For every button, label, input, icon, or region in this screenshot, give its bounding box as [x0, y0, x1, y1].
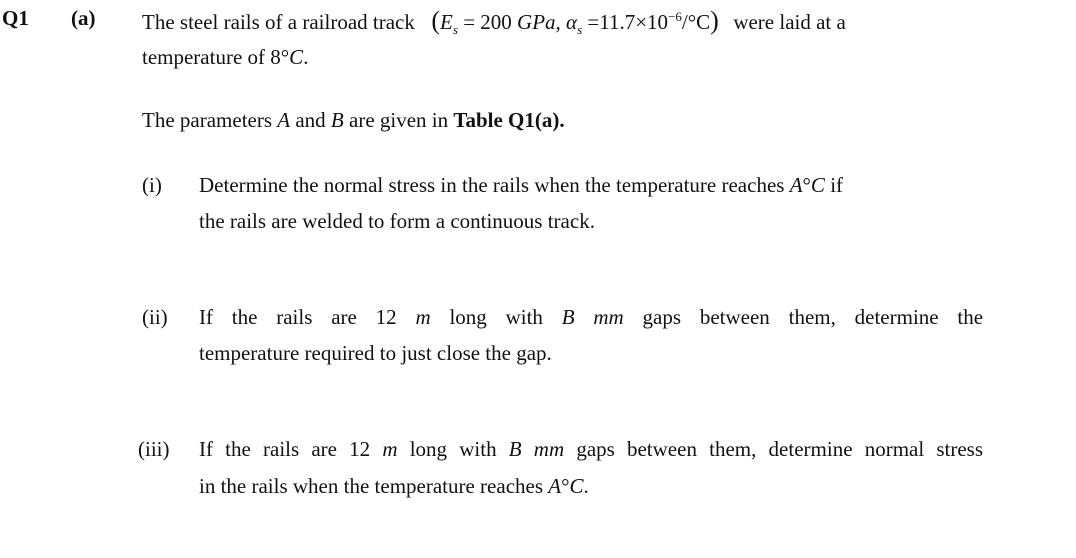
subpart-ii-line-1 — [199, 305, 983, 330]
subpart-label-ii: (ii) — [142, 305, 168, 329]
subpart-iii-a-symbol: A — [548, 474, 562, 498]
alpha-symbol: α — [566, 10, 578, 34]
youngs-modulus-symbol: E — [440, 10, 453, 34]
subpart-label-iii: (iii) — [138, 437, 170, 461]
subpart-iii-b-symbol: B — [508, 437, 522, 461]
youngs-modulus-subscript: s — [452, 22, 458, 38]
close-paren: ) — [710, 6, 719, 35]
subpart-iii-period: . — [583, 474, 589, 498]
subpart-ii-mm: mm — [593, 305, 624, 329]
param-b-symbol: B — [330, 108, 344, 132]
question-number: Q1 — [2, 6, 29, 30]
subpart-ii-meter: m — [415, 305, 431, 329]
alpha-value: =11.7×10 — [582, 10, 669, 34]
params-rest: are given in — [349, 108, 449, 132]
question-part: (a) — [71, 6, 96, 30]
subpart-i-line-2: the rails are welded to form a continuous track. — [199, 209, 595, 233]
intro-line-1 — [142, 6, 846, 36]
subpart-iii-line-1 — [199, 437, 983, 462]
subpart-iii-line-2-text: in the rails when the temperature reaches — [199, 474, 544, 498]
subpart-iii-text-c: gaps between them, determine normal stress — [576, 437, 984, 461]
subpart-iii-meter: m — [382, 437, 398, 461]
subpart-i-tail: if — [830, 173, 844, 197]
alpha-unit: /°C — [681, 10, 711, 34]
comma: , — [555, 10, 567, 34]
intro-line-2-period: . — [303, 45, 309, 69]
subpart-i-line-1 — [199, 173, 843, 198]
subpart-i-degree: ° — [802, 173, 811, 197]
subpart-ii-text-a: If the rails are 12 — [199, 305, 397, 329]
subpart-iii-text-a: If the rails are 12 — [199, 437, 371, 461]
alpha-exponent: −6 — [668, 9, 682, 24]
subpart-iii-celsius: C — [569, 474, 584, 498]
subpart-iii-text-b: long with — [409, 437, 497, 461]
subpart-ii-b-symbol: B — [561, 305, 575, 329]
alpha-subscript: s — [577, 22, 583, 38]
subpart-label-i: (i) — [142, 173, 162, 197]
modulus-value: = 200 — [457, 10, 518, 34]
params-and: and — [295, 108, 326, 132]
intro-tail: were laid at a — [733, 10, 846, 34]
subpart-ii-line-2: temperature required to just close the gap. — [199, 341, 552, 365]
intro-line-2-text: temperature of 8° — [142, 45, 290, 69]
intro-lead: The steel rails of a railroad track — [142, 10, 415, 34]
open-paren: ( — [431, 6, 441, 35]
params-lead: The parameters — [142, 108, 273, 132]
param-a-symbol: A — [277, 108, 291, 132]
subpart-iii-line-2 — [199, 474, 589, 499]
subpart-ii-text-c: gaps between them, determine the — [642, 305, 984, 329]
subpart-i-lead: Determine the normal stress in the rails when the temperature reaches — [199, 173, 785, 197]
subpart-ii-text-b: long with — [449, 305, 543, 329]
subpart-iii-mm: mm — [533, 437, 565, 461]
celsius-symbol: C — [289, 45, 304, 69]
subpart-i-celsius: C — [810, 173, 825, 197]
subpart-i-a-symbol: A — [789, 173, 803, 197]
intro-line-2 — [142, 45, 308, 70]
modulus-unit: GPa — [517, 10, 556, 34]
parameters-line — [142, 108, 565, 133]
subpart-iii-degree: ° — [561, 474, 570, 498]
table-reference: Table Q1(a). — [453, 108, 565, 132]
